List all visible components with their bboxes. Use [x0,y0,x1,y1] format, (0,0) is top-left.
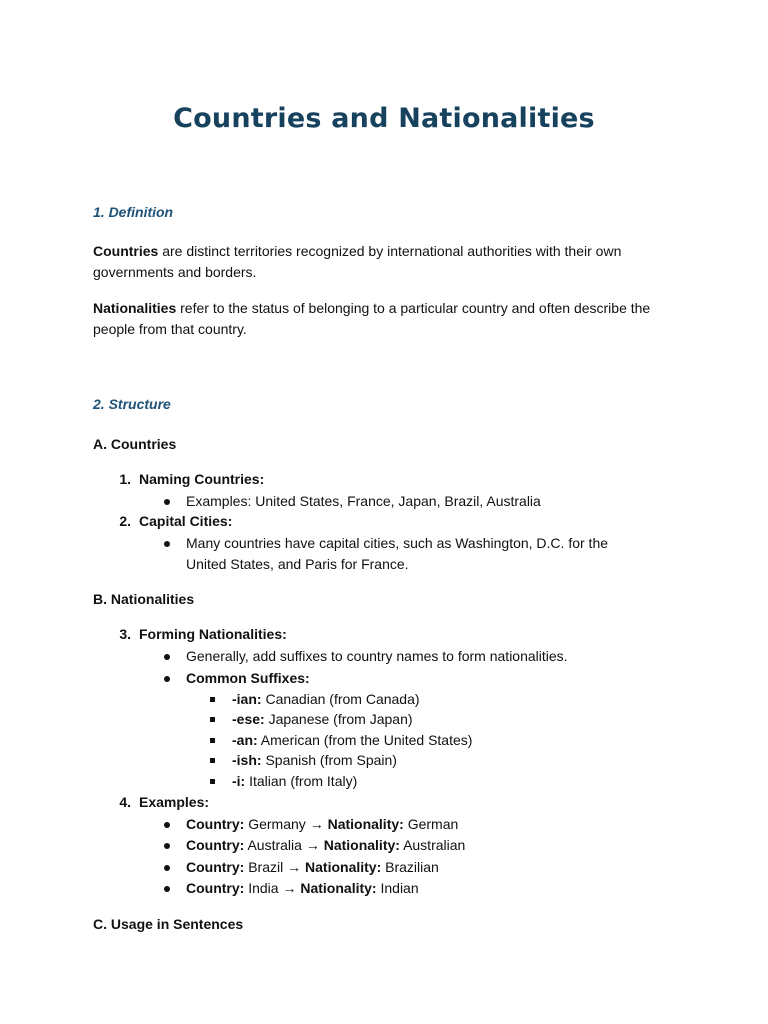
page-title: Countries and Nationalities [173,103,595,134]
bullet-icon [164,843,170,849]
example-item [186,837,465,853]
subheading-usage: C. Usage in Sentences [93,916,244,932]
countries-definition-text: are distinct territories recognized by international authorities with their own governments and borders. [93,243,622,280]
bullet-icon [164,865,170,871]
example-item [186,880,419,896]
countries-term: Countries [93,243,159,259]
nationality-label: Nationality: [305,859,382,875]
country-label: Country: [186,880,245,896]
bullet-text-common-suffixes: Common Suffixes: [186,670,310,686]
bullet-icon [164,541,170,547]
list-label: Naming Countries: [139,471,265,487]
suffix-example: Japanese (from Japan) [264,711,413,727]
bullet-text: Examples: United States, France, Japan, Brazil, Australia [186,493,541,509]
suffix-term: -i: [232,773,246,789]
subheading-countries: A. Countries [93,436,177,452]
arrow-icon: → [282,880,297,896]
suffix-item [232,752,397,768]
nationality-name: Australian [403,837,466,853]
square-bullet-icon [210,697,215,702]
section-heading-definition: 1. Definition [93,204,174,220]
suffix-term: -ese: [232,711,265,727]
bullet-icon [164,654,170,660]
square-bullet-icon [210,779,215,784]
arrow-icon: → [309,816,324,832]
country-name: Australia [247,837,302,853]
section-heading-structure: 2. Structure [93,396,171,412]
suffix-item [232,691,420,707]
countries-definition-paragraph [93,241,678,283]
suffix-example: Italian (from Italy) [245,773,358,789]
list-item-capital-cities [117,513,417,533]
list-item-forming-nationalities [117,626,417,646]
arrow-icon: → [287,859,302,875]
square-bullet-icon [210,738,215,743]
square-bullet-icon [210,758,215,763]
suffix-example: American (from the United States) [257,732,473,748]
suffix-item [232,711,413,727]
list-number: 2. [119,513,131,529]
suffix-term: -an: [232,732,258,748]
nationality-name: Brazilian [385,859,439,875]
list-number: 1. [119,471,131,487]
bullet-icon [164,676,170,682]
nationality-name: Indian [380,880,419,896]
bullet-text: Generally, add suffixes to country names to form nationalities. [186,648,568,664]
list-number: 3. [119,626,131,642]
nationalities-term: Nationalities [93,300,177,316]
arrow-icon: → [305,837,320,853]
list-item-naming-countries [117,471,417,491]
nationality-label: Nationality: [327,816,404,832]
list-number: 4. [119,794,131,810]
country-name: Germany [248,816,306,832]
bullet-icon [164,886,170,892]
example-item [186,859,439,875]
nationality-label: Nationality: [323,837,400,853]
nationalities-definition-paragraph [93,298,678,340]
bullet-text: Many countries have capital cities, such as Washington, D.C. for the United States, and Paris for France. [186,535,609,572]
nationality-name: German [407,816,459,832]
country-name: Brazil [248,859,284,875]
list-label: Examples: [139,794,210,810]
nationality-label: Nationality: [300,880,377,896]
nationalities-definition-text: refer to the status of belonging to a particular country and often describe the people from that country. [93,300,651,337]
country-label: Country: [186,837,245,853]
country-label: Country: [186,816,245,832]
suffix-example: Canadian (from Canada) [261,691,420,707]
bullet-icon [164,499,170,505]
country-label: Country: [186,859,245,875]
suffix-item [232,773,357,789]
list-label: Capital Cities: [139,513,233,529]
suffix-item [232,732,472,748]
suffix-term: -ish: [232,752,262,768]
bullet-icon [164,822,170,828]
square-bullet-icon [210,717,215,722]
suffix-term: -ian: [232,691,262,707]
list-label: Forming Nationalities: [139,626,287,642]
list-item-examples [117,794,417,814]
country-name: India [248,880,279,896]
example-item [186,816,458,832]
suffix-example: Spanish (from Spain) [261,752,397,768]
subheading-nationalities: B. Nationalities [93,591,195,607]
